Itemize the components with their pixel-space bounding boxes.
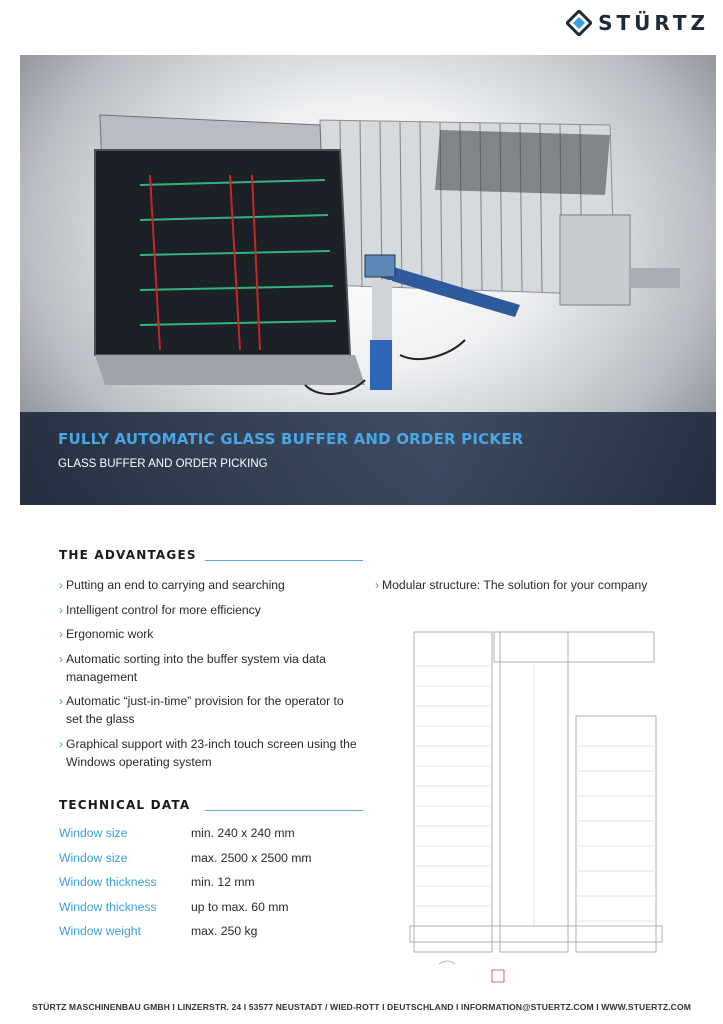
chevron-right-icon: › bbox=[375, 578, 380, 592]
tech-value: max. 250 kg bbox=[191, 924, 258, 938]
advantages-heading-rule bbox=[205, 560, 363, 561]
tech-value: up to max. 60 mm bbox=[191, 899, 289, 914]
chevron-right-icon: › bbox=[59, 694, 63, 709]
list-item: › Ergonomic work bbox=[59, 627, 154, 642]
page-footer: STÜRTZ MASCHINENBAU GMBH I LINZERSTR. 24 I 53577 NEUSTADT / WIED-ROTT I DEUTSCHLAND I INFORMATION@STUERTZ.COM I WWW.STUERTZ.COM bbox=[31, 1002, 692, 1012]
tech-label: Window thickness bbox=[59, 899, 157, 914]
table-row bbox=[59, 875, 359, 900]
advantages-list bbox=[59, 576, 359, 778]
advantages-heading: THE ADVANTAGES bbox=[59, 548, 197, 562]
tech-value: min. 12 mm bbox=[191, 875, 255, 889]
list-item: › Putting an end to carrying and searching bbox=[59, 578, 285, 592]
brand-logo bbox=[566, 10, 709, 36]
technical-heading: TECHNICAL DATA bbox=[59, 798, 191, 812]
machine-illustration bbox=[20, 55, 716, 415]
advantage-modular: › Modular structure: The solution for your company bbox=[375, 578, 648, 592]
hero-subtitle: GLASS BUFFER AND ORDER PICKING bbox=[58, 458, 268, 470]
chevron-right-icon: › bbox=[59, 651, 63, 666]
chevron-right-icon: › bbox=[59, 602, 63, 617]
table-row bbox=[59, 826, 359, 851]
hero-banner bbox=[20, 412, 716, 505]
tech-value: max. 2500 x 2500 mm bbox=[191, 850, 312, 865]
tech-label: Window size bbox=[59, 826, 128, 840]
tech-label: Window thickness bbox=[59, 875, 157, 889]
technical-table bbox=[59, 826, 359, 949]
table-row bbox=[59, 924, 359, 949]
table-row bbox=[59, 900, 359, 925]
list-item: › Intelligent control for more efficiency bbox=[59, 602, 261, 617]
chevron-right-icon: › bbox=[59, 578, 63, 592]
hero-title: FULLY AUTOMATIC GLASS BUFFER AND ORDER PICKER bbox=[58, 430, 524, 448]
list-item: › Automatic sorting into the buffer system via data management bbox=[59, 651, 326, 684]
technical-heading-rule bbox=[205, 810, 363, 811]
chevron-right-icon: › bbox=[59, 736, 63, 751]
list-item: › Graphical support with 23-inch touch screen using the Windows operating system bbox=[59, 736, 357, 769]
table-row bbox=[59, 851, 359, 876]
tech-label: Window weight bbox=[59, 924, 141, 938]
logo-wordmark: STÜRTZ bbox=[598, 11, 709, 35]
tech-label: Window size bbox=[59, 850, 128, 865]
list-item: › Automatic “just-in-time” provision for the operator to set the glass bbox=[59, 694, 344, 727]
tech-value: min. 240 x 240 mm bbox=[191, 826, 295, 840]
hero-image bbox=[20, 55, 716, 505]
chevron-right-icon: › bbox=[59, 627, 63, 642]
layout-drawing bbox=[404, 626, 668, 986]
sturtz-logo-icon bbox=[566, 10, 592, 36]
